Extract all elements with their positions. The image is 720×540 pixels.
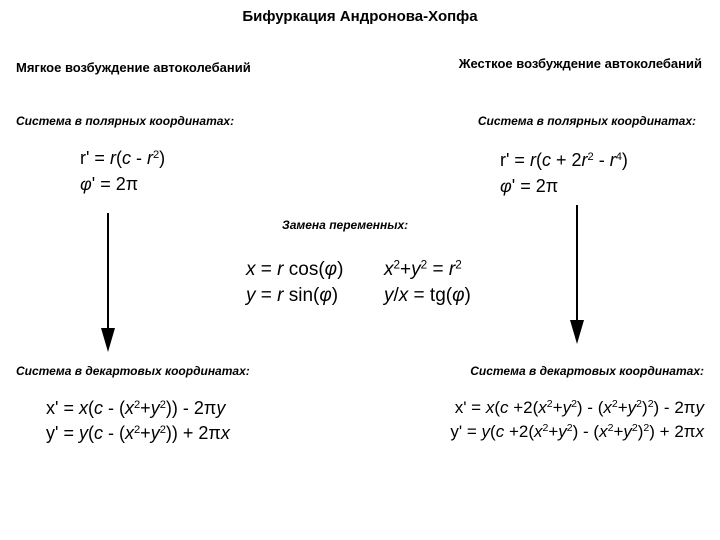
hard-polar-header: Система в полярных координатах: [477,114,696,128]
change-x-equation: x = r cos(φ) [246,259,344,280]
hard-cartesian-header: Система в декартовых координатах: [470,364,704,378]
change-y-equation: y = r sin(φ) [246,285,339,306]
soft-cartesian-x-equation: $x' = x(c - (x^2+y^2)) - 2\pi y$ [46,398,226,418]
hard-cartesian-x-equation: $x' = x(c +2(x^2+y^2) - (x^2+y^2)^2) - 2\pi y$ [454,398,704,417]
hard-excitation-heading: Жесткое возбуждение автоколебаний [458,56,702,71]
change-of-variables-header: Замена переменных: [282,218,409,232]
soft-excitation-heading: Мягкое возбуждение автоколебаний [16,60,251,75]
change-tangent-equation: y/x = tg(φ) [384,285,471,306]
hard-cartesian-y-equation: $y' = y(c +2(x^2+y^2) - (x^2+y^2)^2) + 2\pi x$ [450,422,704,441]
soft-cartesian-header: Система в декартовых координатах: [16,364,250,378]
hard-polar-r-equation: $r' = r(c + 2r^2 - r^4)$ [500,150,628,170]
hard-polar-phi-equation: φ' = 2π [500,176,559,196]
left-down-arrow [101,213,115,352]
soft-cartesian-y-equation: $y' = y(c - (x^2+y^2)) + 2\pi x$ [46,423,230,443]
page-title: Бифуркация Андронова-Хопфа [242,8,478,25]
soft-polar-phi-equation: φ' = 2π [80,174,139,194]
change-radius-equation: $x^2+y^2 = r^2$ [384,258,462,280]
soft-polar-header: Система в полярных координатах: [16,114,235,128]
right-down-arrow [570,205,584,344]
soft-polar-r-equation: $r' = r(c - r^2)$ [80,148,166,168]
